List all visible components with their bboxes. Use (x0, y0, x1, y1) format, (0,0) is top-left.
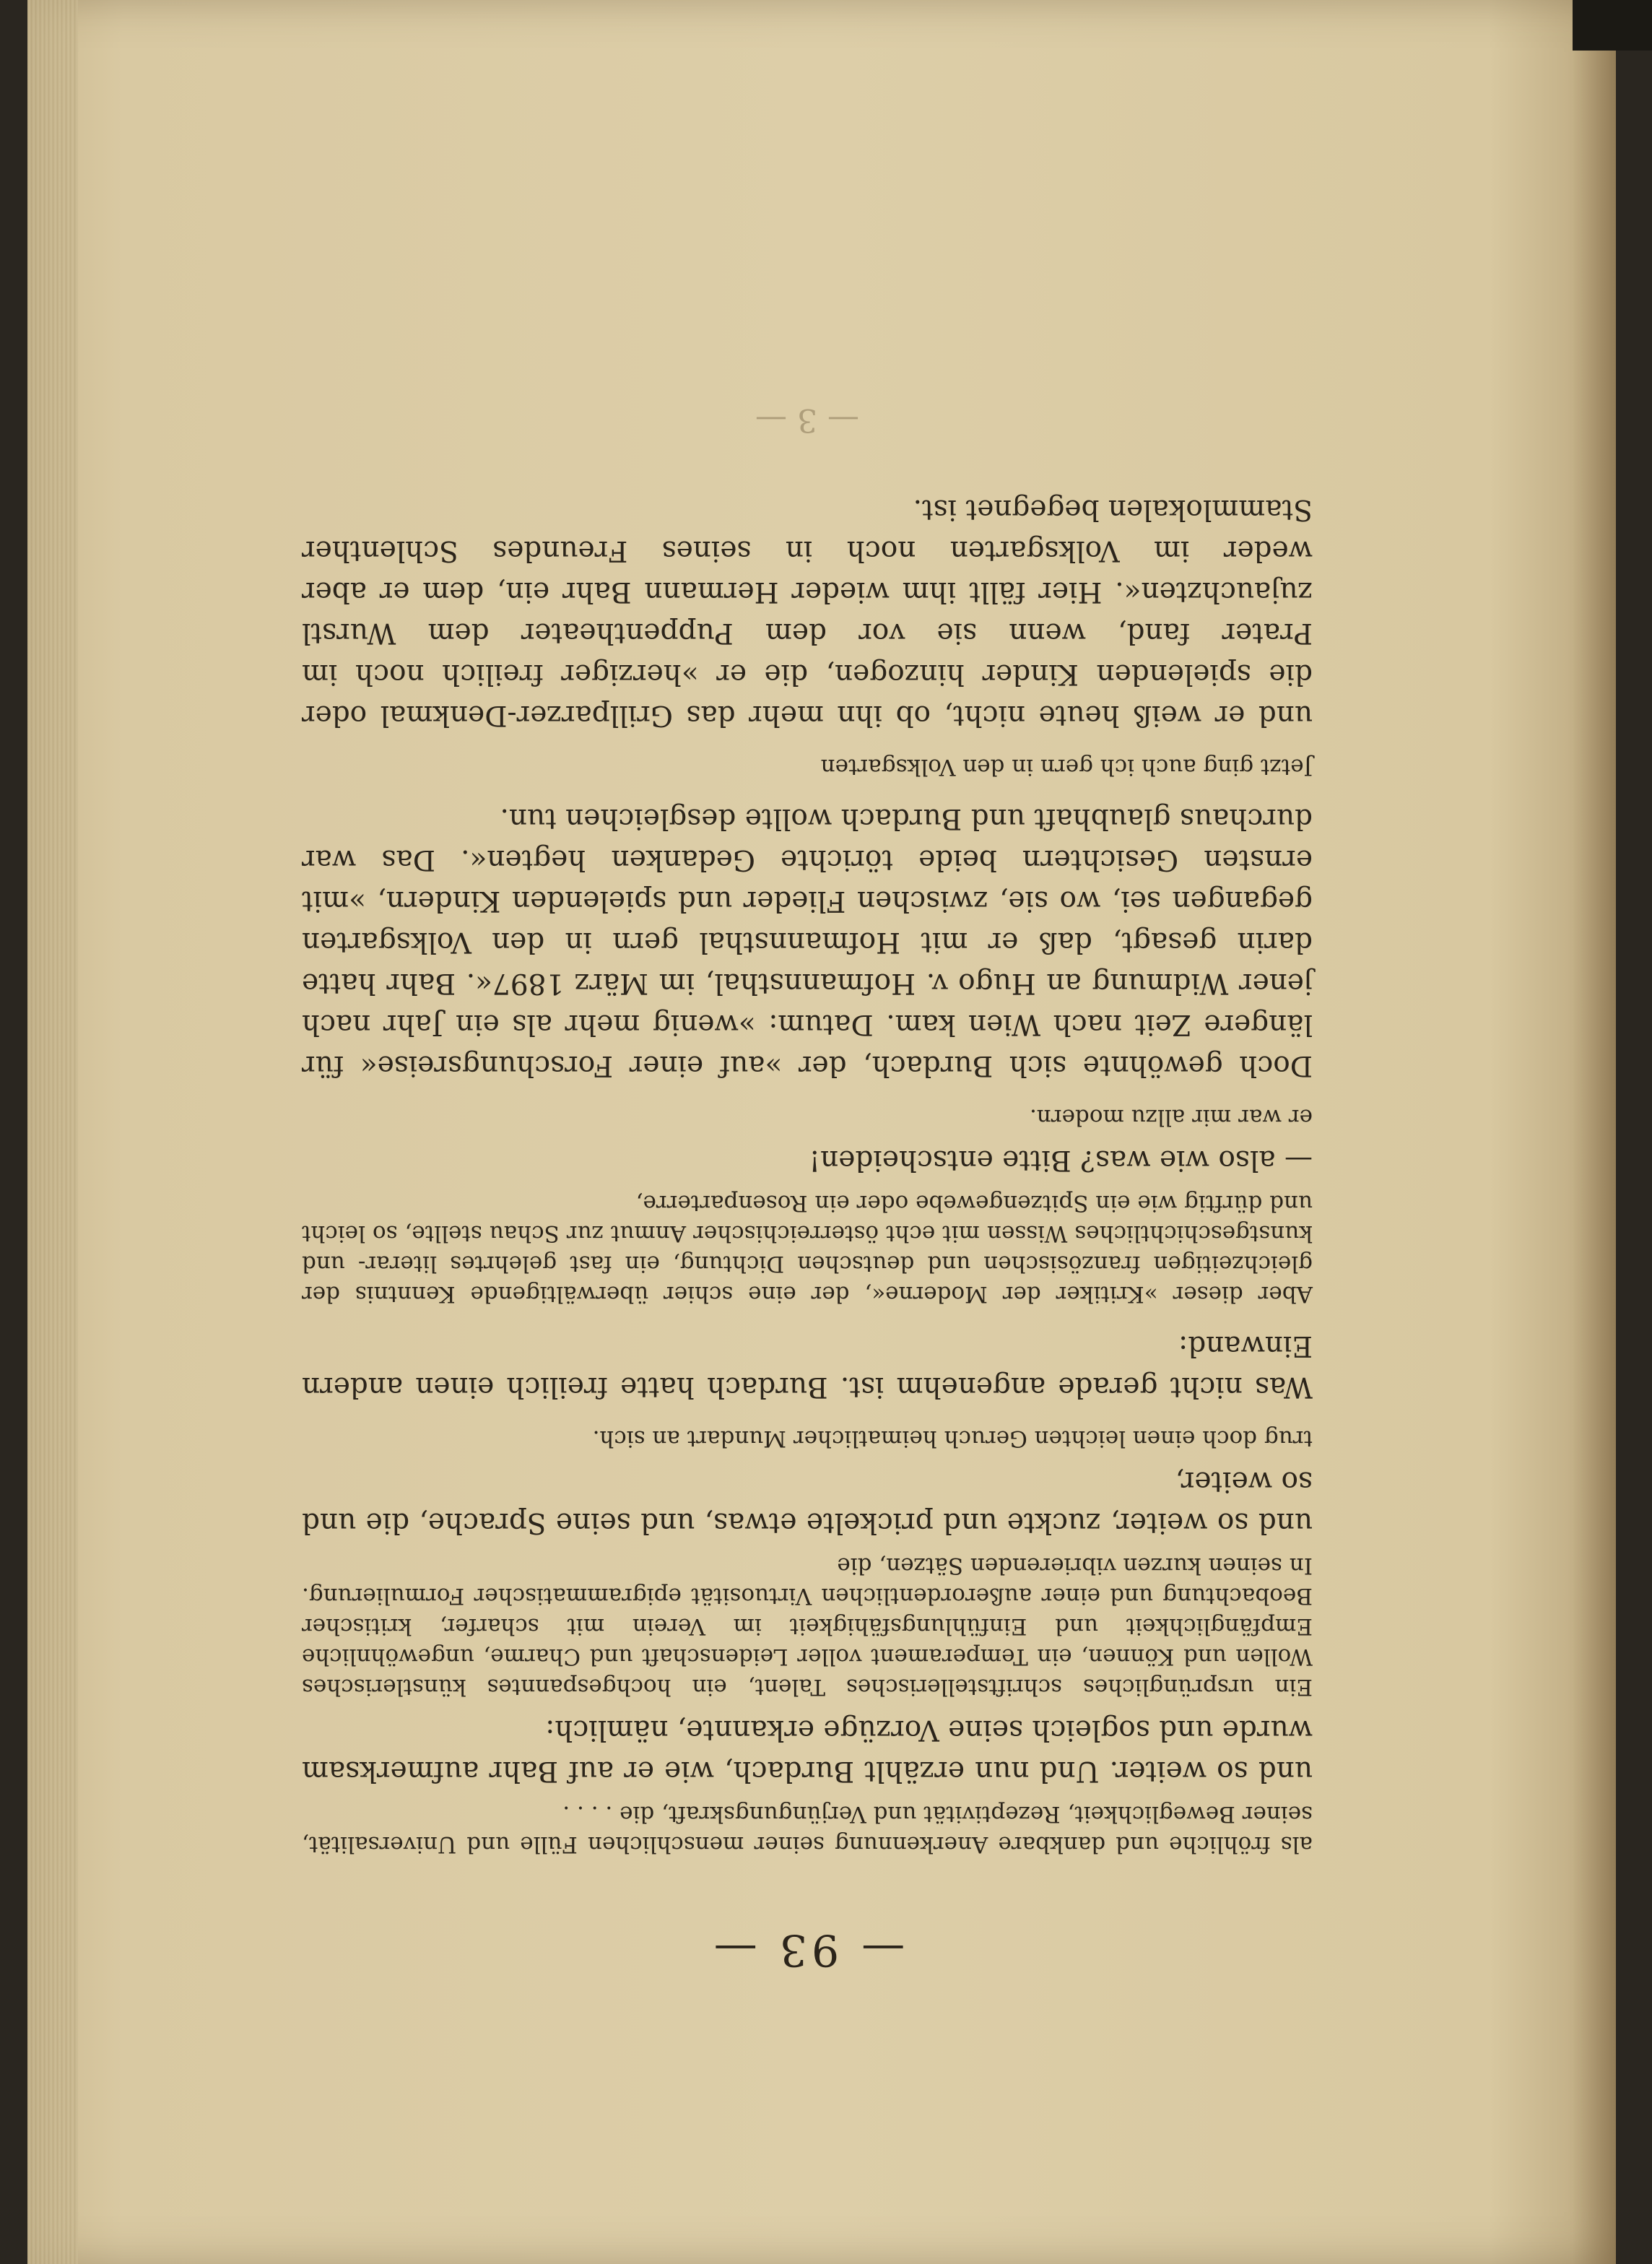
paragraph: Ein ursprüngliches schriftstellerisches Talent, ein hochgespanntes künstlerisches Wollen und Können, ein Temperament voller Leidenschaft und Charme, ungewöhnliche Empfänglichkeit und Einfühlungsfähigkeit im Verein mit scharfer, kritischer Beobachtung und einer außerordentlichen Virtuosität epigrammatischer Formulierung. In seinen kurzen vibrierenden Sätzen, die (302, 1553, 1313, 1700)
paragraph: — also wie was? Bitte entscheiden! (809, 1144, 1313, 1176)
paragraph: Aber dieser »Kritiker der Moderne«, der eine schier überwältigende Kenntnis der gleichzeitigen französischen und deutschen Dichtung, ein fast gelehrtes literar- und kunstgeschichtliches Wissen mit echt österreichischer Anmut zur Schau stellte, so leicht und dürftig wie ein Spitzengewebe oder ein Rosenparterre, (302, 1190, 1313, 1307)
paragraph: trug doch einen leichten Geruch heimatlicher Mundart an sich. (592, 1426, 1313, 1452)
show-through-page-number: — 3 — (755, 402, 859, 438)
paragraph: Was nicht gerade angenehm ist. Burdach hatte freilich einen andern Einwand: (302, 1330, 1313, 1403)
paragraph: und so weiter. Und nun erzählt Burdach, wie er auf Bahr aufmerksam wurde und sogleich seine Vorzüge erkannte, nämlich: (302, 1714, 1313, 1787)
paragraph: Jetzt ging auch ich gern in den Volksgarten (820, 754, 1313, 780)
paragraph: als fröhliche und dankbare Anerkennung seiner menschlichen Fülle und Universalität, seiner Beweglichkeit, Rezeptivität und Verjüngungskraft, die . . . . (302, 1801, 1313, 1857)
page-number: — 93 — (709, 1925, 905, 1975)
paragraph: und so weiter, zuckte und prickelte etwas, und seine Sprache, die und so weiter, (302, 1465, 1313, 1539)
paragraph: er war mir allzu modern. (1029, 1104, 1313, 1130)
page-text (302, 402, 1313, 1975)
paragraph: und er weiß heute nicht, ob ihn mehr das Grillparzer-Denkmal oder die spielenden Kinder hinzogen, die er »herziger freilich noch im Prater fand, wenn sie vor dem Puppentheater dem Wurstl zujauchzten«. Hier fällt ihm wieder Hermann Bahr ein, dem er aber weder im Volksgarten noch in seines Freundes Schlenther Stammlokalen begegnet ist. (302, 493, 1313, 732)
paragraph: Doch gewöhnte sich Burdach, der »auf einer Forschungsreise« für längere Zeit nach Wien kam. Datum: »wenig mehr als ein Jahr nach jener Widmung an Hugo v. Hofmannsthal, im März 1897«. Bahr hatte darin gesagt, daß er mit Hofmannsthal gern in den Volksgarten gegangen sei, wo sie, zwischen Flieder und spielenden Kindern, »mit ernsten Gesichtern beide törichte Gedanken hegten«. Das war durchaus glaubhaft und Burdach wollte desgleichen tun. (302, 802, 1313, 1082)
